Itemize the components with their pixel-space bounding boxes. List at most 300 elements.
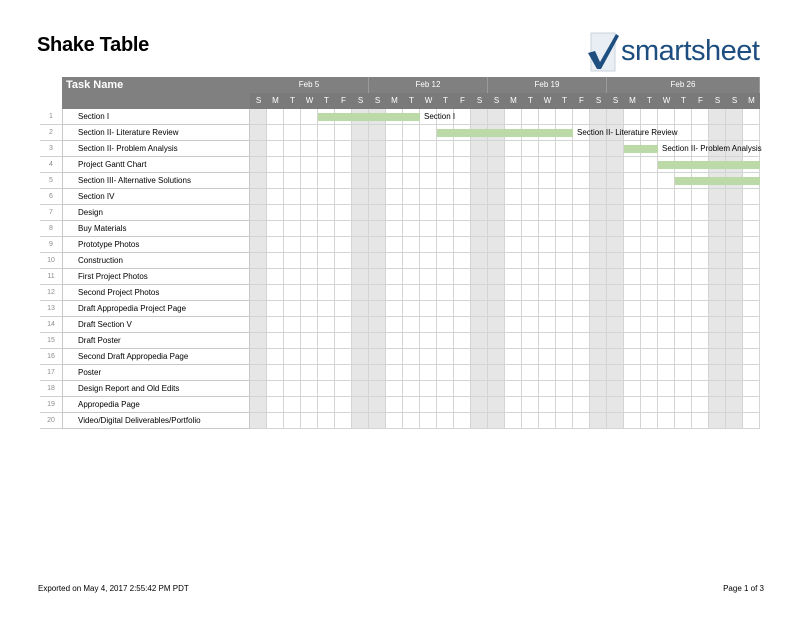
day-cell[interactable]: [590, 365, 607, 381]
day-cell[interactable]: [386, 173, 403, 189]
day-cell[interactable]: [335, 317, 352, 333]
day-cell[interactable]: [692, 285, 709, 301]
task-name-cell[interactable]: Section I: [62, 109, 250, 125]
day-cell[interactable]: [352, 413, 369, 429]
day-cell[interactable]: [284, 333, 301, 349]
day-cell[interactable]: [386, 237, 403, 253]
day-cell[interactable]: [590, 205, 607, 221]
day-cell[interactable]: [692, 413, 709, 429]
day-cell[interactable]: [386, 125, 403, 141]
day-cell[interactable]: [522, 269, 539, 285]
day-cell[interactable]: [709, 333, 726, 349]
day-cell[interactable]: [624, 397, 641, 413]
day-cell[interactable]: [267, 173, 284, 189]
day-cell[interactable]: [709, 189, 726, 205]
day-cell[interactable]: [505, 285, 522, 301]
day-cell[interactable]: [267, 221, 284, 237]
day-cell[interactable]: [369, 349, 386, 365]
day-cell[interactable]: [522, 285, 539, 301]
day-cell[interactable]: [250, 269, 267, 285]
day-cell[interactable]: [556, 349, 573, 365]
day-cell[interactable]: [369, 157, 386, 173]
day-cell[interactable]: [709, 109, 726, 125]
day-cell[interactable]: [726, 301, 743, 317]
day-cell[interactable]: [403, 173, 420, 189]
day-cell[interactable]: [386, 269, 403, 285]
day-cell[interactable]: [488, 237, 505, 253]
day-cell[interactable]: [420, 317, 437, 333]
day-cell[interactable]: [403, 365, 420, 381]
day-cell[interactable]: [675, 221, 692, 237]
day-cell[interactable]: [454, 157, 471, 173]
day-cell[interactable]: [726, 381, 743, 397]
day-cell[interactable]: [403, 221, 420, 237]
day-cell[interactable]: [284, 237, 301, 253]
day-cell[interactable]: [335, 413, 352, 429]
day-cell[interactable]: [454, 221, 471, 237]
day-cell[interactable]: [471, 317, 488, 333]
day-cell[interactable]: [352, 253, 369, 269]
day-cell[interactable]: [641, 221, 658, 237]
day-cell[interactable]: [420, 397, 437, 413]
day-cell[interactable]: [709, 365, 726, 381]
day-cell[interactable]: [675, 205, 692, 221]
day-cell[interactable]: [250, 397, 267, 413]
day-cell[interactable]: [522, 301, 539, 317]
day-cell[interactable]: [522, 205, 539, 221]
day-cell[interactable]: [454, 413, 471, 429]
day-cell[interactable]: [505, 189, 522, 205]
day-cell[interactable]: [471, 109, 488, 125]
day-cell[interactable]: [522, 333, 539, 349]
day-cell[interactable]: [675, 237, 692, 253]
day-cell[interactable]: [573, 109, 590, 125]
day-cell[interactable]: [471, 189, 488, 205]
day-cell[interactable]: [522, 221, 539, 237]
day-cell[interactable]: [624, 173, 641, 189]
task-name-cell[interactable]: First Project Photos: [62, 269, 250, 285]
day-cell[interactable]: [743, 269, 760, 285]
day-cell[interactable]: [250, 109, 267, 125]
day-cell[interactable]: [624, 189, 641, 205]
day-cell[interactable]: [267, 317, 284, 333]
gantt-bar[interactable]: [658, 161, 760, 169]
day-cell[interactable]: [386, 333, 403, 349]
table-row[interactable]: [40, 189, 764, 205]
day-cell[interactable]: [573, 253, 590, 269]
day-cell[interactable]: [437, 253, 454, 269]
day-cell[interactable]: [658, 205, 675, 221]
day-cell[interactable]: [250, 381, 267, 397]
table-row[interactable]: [40, 269, 764, 285]
day-cell[interactable]: [556, 317, 573, 333]
day-cell[interactable]: [267, 397, 284, 413]
day-cell[interactable]: [267, 413, 284, 429]
day-cell[interactable]: [607, 349, 624, 365]
task-name-cell[interactable]: Second Draft Appropedia Page: [62, 349, 250, 365]
day-cell[interactable]: [352, 317, 369, 333]
day-cell[interactable]: [352, 269, 369, 285]
day-cell[interactable]: [437, 157, 454, 173]
day-cell[interactable]: [437, 269, 454, 285]
day-cell[interactable]: [675, 349, 692, 365]
day-cell[interactable]: [641, 237, 658, 253]
day-cell[interactable]: [675, 397, 692, 413]
day-cell[interactable]: [471, 333, 488, 349]
day-cell[interactable]: [403, 301, 420, 317]
day-cell[interactable]: [641, 365, 658, 381]
day-cell[interactable]: [522, 237, 539, 253]
day-cell[interactable]: [607, 333, 624, 349]
day-cell[interactable]: [403, 125, 420, 141]
task-name-cell[interactable]: Section II- Problem Analysis: [62, 141, 250, 157]
day-cell[interactable]: [692, 125, 709, 141]
day-cell[interactable]: [403, 381, 420, 397]
day-cell[interactable]: [539, 205, 556, 221]
day-cell[interactable]: [505, 205, 522, 221]
day-cell[interactable]: [641, 205, 658, 221]
day-cell[interactable]: [335, 365, 352, 381]
day-cell[interactable]: [352, 157, 369, 173]
day-cell[interactable]: [573, 397, 590, 413]
day-cell[interactable]: [590, 109, 607, 125]
day-cell[interactable]: [573, 365, 590, 381]
day-cell[interactable]: [471, 221, 488, 237]
day-cell[interactable]: [556, 205, 573, 221]
day-cell[interactable]: [318, 205, 335, 221]
day-cell[interactable]: [539, 189, 556, 205]
day-cell[interactable]: [726, 365, 743, 381]
day-cell[interactable]: [301, 269, 318, 285]
day-cell[interactable]: [386, 413, 403, 429]
day-cell[interactable]: [641, 397, 658, 413]
task-name-cell[interactable]: Design Report and Old Edits: [62, 381, 250, 397]
day-cell[interactable]: [250, 285, 267, 301]
day-cell[interactable]: [454, 205, 471, 221]
day-cell[interactable]: [301, 173, 318, 189]
day-cell[interactable]: [267, 125, 284, 141]
day-cell[interactable]: [284, 365, 301, 381]
day-cell[interactable]: [658, 253, 675, 269]
day-cell[interactable]: [692, 349, 709, 365]
day-cell[interactable]: [522, 397, 539, 413]
day-cell[interactable]: [726, 221, 743, 237]
day-cell[interactable]: [658, 269, 675, 285]
day-cell[interactable]: [556, 301, 573, 317]
day-cell[interactable]: [301, 189, 318, 205]
day-cell[interactable]: [352, 141, 369, 157]
day-cell[interactable]: [641, 269, 658, 285]
day-cell[interactable]: [539, 221, 556, 237]
day-cell[interactable]: [539, 141, 556, 157]
table-row[interactable]: [40, 333, 764, 349]
day-cell[interactable]: [641, 173, 658, 189]
day-cell[interactable]: [335, 253, 352, 269]
day-cell[interactable]: [369, 221, 386, 237]
day-cell[interactable]: [505, 365, 522, 381]
day-cell[interactable]: [437, 285, 454, 301]
day-cell[interactable]: [692, 381, 709, 397]
day-cell[interactable]: [403, 269, 420, 285]
day-cell[interactable]: [590, 157, 607, 173]
day-cell[interactable]: [658, 189, 675, 205]
day-cell[interactable]: [335, 189, 352, 205]
task-name-cell[interactable]: Design: [62, 205, 250, 221]
day-cell[interactable]: [454, 317, 471, 333]
day-cell[interactable]: [437, 333, 454, 349]
day-cell[interactable]: [573, 141, 590, 157]
day-cell[interactable]: [539, 253, 556, 269]
day-cell[interactable]: [726, 285, 743, 301]
day-cell[interactable]: [505, 333, 522, 349]
day-cell[interactable]: [573, 285, 590, 301]
day-cell[interactable]: [335, 205, 352, 221]
day-cell[interactable]: [437, 381, 454, 397]
day-cell[interactable]: [403, 397, 420, 413]
day-cell[interactable]: [369, 205, 386, 221]
day-cell[interactable]: [607, 285, 624, 301]
gantt-bar[interactable]: [624, 145, 658, 153]
day-cell[interactable]: [250, 157, 267, 173]
day-cell[interactable]: [318, 285, 335, 301]
day-cell[interactable]: [284, 125, 301, 141]
day-cell[interactable]: [488, 317, 505, 333]
day-cell[interactable]: [301, 205, 318, 221]
day-cell[interactable]: [335, 333, 352, 349]
day-cell[interactable]: [437, 237, 454, 253]
day-cell[interactable]: [675, 365, 692, 381]
day-cell[interactable]: [386, 381, 403, 397]
table-row[interactable]: [40, 237, 764, 253]
day-cell[interactable]: [505, 413, 522, 429]
task-name-cell[interactable]: Section III- Alternative Solutions: [62, 173, 250, 189]
day-cell[interactable]: [539, 349, 556, 365]
day-cell[interactable]: [488, 301, 505, 317]
day-cell[interactable]: [539, 381, 556, 397]
day-cell[interactable]: [488, 285, 505, 301]
day-cell[interactable]: [471, 269, 488, 285]
day-cell[interactable]: [607, 269, 624, 285]
day-cell[interactable]: [335, 301, 352, 317]
day-cell[interactable]: [675, 333, 692, 349]
day-cell[interactable]: [420, 125, 437, 141]
day-cell[interactable]: [556, 157, 573, 173]
day-cell[interactable]: [590, 349, 607, 365]
day-cell[interactable]: [267, 189, 284, 205]
day-cell[interactable]: [743, 365, 760, 381]
day-cell[interactable]: [743, 397, 760, 413]
day-cell[interactable]: [454, 381, 471, 397]
day-cell[interactable]: [556, 253, 573, 269]
day-cell[interactable]: [573, 269, 590, 285]
day-cell[interactable]: [607, 381, 624, 397]
day-cell[interactable]: [726, 109, 743, 125]
day-cell[interactable]: [488, 381, 505, 397]
day-cell[interactable]: [624, 285, 641, 301]
day-cell[interactable]: [301, 365, 318, 381]
day-cell[interactable]: [539, 269, 556, 285]
day-cell[interactable]: [590, 301, 607, 317]
day-cell[interactable]: [709, 253, 726, 269]
day-cell[interactable]: [403, 317, 420, 333]
day-cell[interactable]: [369, 317, 386, 333]
day-cell[interactable]: [743, 381, 760, 397]
day-cell[interactable]: [607, 413, 624, 429]
day-cell[interactable]: [624, 413, 641, 429]
day-cell[interactable]: [505, 269, 522, 285]
day-cell[interactable]: [641, 333, 658, 349]
day-cell[interactable]: [505, 381, 522, 397]
day-cell[interactable]: [250, 125, 267, 141]
day-cell[interactable]: [624, 237, 641, 253]
day-cell[interactable]: [641, 317, 658, 333]
day-cell[interactable]: [641, 157, 658, 173]
day-cell[interactable]: [488, 141, 505, 157]
day-cell[interactable]: [743, 285, 760, 301]
day-cell[interactable]: [675, 317, 692, 333]
day-cell[interactable]: [573, 301, 590, 317]
day-cell[interactable]: [692, 237, 709, 253]
day-cell[interactable]: [539, 173, 556, 189]
day-cell[interactable]: [692, 317, 709, 333]
day-cell[interactable]: [284, 381, 301, 397]
day-cell[interactable]: [590, 253, 607, 269]
day-cell[interactable]: [488, 253, 505, 269]
day-cell[interactable]: [658, 301, 675, 317]
day-cell[interactable]: [675, 285, 692, 301]
day-cell[interactable]: [522, 349, 539, 365]
day-cell[interactable]: [386, 397, 403, 413]
task-name-cell[interactable]: Section IV: [62, 189, 250, 205]
day-cell[interactable]: [675, 413, 692, 429]
day-cell[interactable]: [607, 173, 624, 189]
day-cell[interactable]: [352, 189, 369, 205]
day-cell[interactable]: [692, 221, 709, 237]
day-cell[interactable]: [726, 237, 743, 253]
day-cell[interactable]: [709, 397, 726, 413]
day-cell[interactable]: [658, 317, 675, 333]
day-cell[interactable]: [658, 349, 675, 365]
day-cell[interactable]: [471, 237, 488, 253]
day-cell[interactable]: [454, 109, 471, 125]
table-row[interactable]: [40, 381, 764, 397]
day-cell[interactable]: [352, 397, 369, 413]
task-name-cell[interactable]: Project Gantt Chart: [62, 157, 250, 173]
day-cell[interactable]: [539, 157, 556, 173]
day-cell[interactable]: [454, 301, 471, 317]
day-cell[interactable]: [267, 333, 284, 349]
day-cell[interactable]: [267, 301, 284, 317]
day-cell[interactable]: [437, 397, 454, 413]
day-cell[interactable]: [556, 141, 573, 157]
day-cell[interactable]: [267, 141, 284, 157]
day-cell[interactable]: [437, 365, 454, 381]
day-cell[interactable]: [284, 157, 301, 173]
table-row[interactable]: [40, 157, 764, 173]
day-cell[interactable]: [301, 141, 318, 157]
day-cell[interactable]: [488, 109, 505, 125]
day-cell[interactable]: [369, 285, 386, 301]
day-cell[interactable]: [743, 125, 760, 141]
day-cell[interactable]: [352, 381, 369, 397]
day-cell[interactable]: [301, 285, 318, 301]
table-row[interactable]: [40, 125, 764, 141]
day-cell[interactable]: [692, 397, 709, 413]
day-cell[interactable]: [726, 125, 743, 141]
day-cell[interactable]: [607, 109, 624, 125]
day-cell[interactable]: [505, 173, 522, 189]
day-cell[interactable]: [709, 237, 726, 253]
day-cell[interactable]: [522, 253, 539, 269]
day-cell[interactable]: [386, 317, 403, 333]
task-name-cell[interactable]: Appropedia Page: [62, 397, 250, 413]
day-cell[interactable]: [590, 381, 607, 397]
day-cell[interactable]: [573, 189, 590, 205]
day-cell[interactable]: [488, 205, 505, 221]
day-cell[interactable]: [709, 221, 726, 237]
day-cell[interactable]: [726, 349, 743, 365]
day-cell[interactable]: [658, 397, 675, 413]
day-cell[interactable]: [658, 221, 675, 237]
day-cell[interactable]: [369, 189, 386, 205]
day-cell[interactable]: [420, 333, 437, 349]
day-cell[interactable]: [335, 125, 352, 141]
day-cell[interactable]: [726, 189, 743, 205]
day-cell[interactable]: [471, 349, 488, 365]
day-cell[interactable]: [352, 205, 369, 221]
day-cell[interactable]: [590, 333, 607, 349]
day-cell[interactable]: [267, 205, 284, 221]
day-cell[interactable]: [301, 349, 318, 365]
day-cell[interactable]: [590, 189, 607, 205]
day-cell[interactable]: [522, 173, 539, 189]
day-cell[interactable]: [743, 253, 760, 269]
day-cell[interactable]: [335, 349, 352, 365]
day-cell[interactable]: [471, 253, 488, 269]
day-cell[interactable]: [403, 141, 420, 157]
day-cell[interactable]: [675, 109, 692, 125]
day-cell[interactable]: [556, 221, 573, 237]
day-cell[interactable]: [624, 365, 641, 381]
day-cell[interactable]: [318, 349, 335, 365]
task-name-cell[interactable]: Draft Section V: [62, 317, 250, 333]
day-cell[interactable]: [590, 237, 607, 253]
day-cell[interactable]: [454, 253, 471, 269]
day-cell[interactable]: [471, 173, 488, 189]
day-cell[interactable]: [318, 253, 335, 269]
table-row[interactable]: [40, 413, 764, 429]
day-cell[interactable]: [301, 237, 318, 253]
day-cell[interactable]: [692, 269, 709, 285]
day-cell[interactable]: [488, 413, 505, 429]
day-cell[interactable]: [454, 397, 471, 413]
day-cell[interactable]: [420, 221, 437, 237]
day-cell[interactable]: [607, 189, 624, 205]
day-cell[interactable]: [590, 285, 607, 301]
day-cell[interactable]: [318, 381, 335, 397]
day-cell[interactable]: [522, 189, 539, 205]
task-name-cell[interactable]: Prototype Photos: [62, 237, 250, 253]
day-cell[interactable]: [556, 269, 573, 285]
task-name-cell[interactable]: Draft Poster: [62, 333, 250, 349]
task-name-cell[interactable]: Video/Digital Deliverables/Portfolio: [62, 413, 250, 429]
day-cell[interactable]: [743, 205, 760, 221]
task-name-cell[interactable]: Second Project Photos: [62, 285, 250, 301]
day-cell[interactable]: [454, 285, 471, 301]
day-cell[interactable]: [505, 317, 522, 333]
day-cell[interactable]: [743, 413, 760, 429]
day-cell[interactable]: [607, 317, 624, 333]
